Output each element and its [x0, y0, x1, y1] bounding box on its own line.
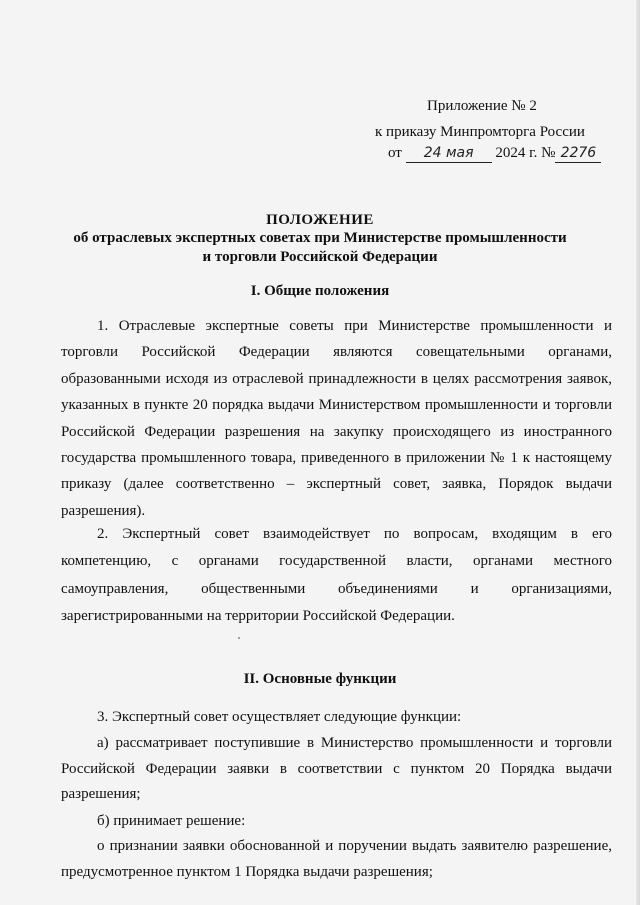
- from-label: от: [388, 145, 402, 161]
- handwritten-date: 24 мая: [406, 145, 492, 163]
- paragraph-4-text: а) рассматривает поступившие в Министерство промышленности и торговли Российской Федерации заявки в соответствии с пунктом 20 Порядка выдачи разрешения;: [61, 735, 612, 802]
- section-heading-functions: II. Основные функции: [243, 671, 397, 687]
- document-subtitle-line1: об отраслевых экспертных советах при Министерстве промышленности: [73, 230, 567, 246]
- attachment-number: Приложение № 2: [427, 98, 537, 114]
- document-subtitle-line2: и торговли Российской Федерации: [202, 249, 438, 265]
- document-title: ПОЛОЖЕНИЕ: [266, 212, 374, 228]
- paragraph-2-text: 2. Экспертный совет взаимодействует по вопросам, входящим в его компетенцию, с органами государственной власти, органами местного самоуправления, общественными объединениями и организациями, зарегистрированными на территории Российской Федерации.: [61, 526, 612, 624]
- paragraph-5: [61, 808, 612, 834]
- handwritten-number: 2276: [555, 145, 601, 163]
- paragraph-6: [61, 834, 612, 885]
- paragraph-1-text: 1. Отраслевые экспертные советы при Министерстве промышленности и торговли Российской Федерации являются совещательными органами, образованными исходя из отраслевой принадлежности в целях рассмотрения заявок, указанных в пункте 20 порядка выдачи Министерством промышленности и торговли Российской Федерации разрешения на закупку происходящего из иностранного государства промышленного товара, приведенного в приложении № 1 к настоящему приказу (далее соответственно – экспертный совет, заявка, Порядок выдачи разрешения).: [61, 318, 612, 519]
- section-heading-general: I. Общие положения: [250, 283, 390, 299]
- paragraph-3-text: 3. Экспертный совет осуществляет следующие функции:: [97, 709, 462, 725]
- year-label: 2024 г. №: [495, 145, 556, 161]
- attachment-date-line: [388, 142, 601, 165]
- scan-speck: [238, 637, 240, 639]
- page-edge: [636, 0, 640, 905]
- paragraph-6-text: о признании заявки обоснованной и поручении выдать заявителю разрешение, предусмотренное пунктом 1 Порядка выдачи разрешения;: [61, 838, 612, 880]
- paragraph-5-text: б) принимает решение:: [97, 813, 246, 829]
- paragraph-1: [61, 313, 612, 524]
- paragraph-4: [61, 731, 612, 808]
- paragraph-3: [61, 704, 612, 730]
- attachment-order-ref: к приказу Минпромторга России: [375, 124, 585, 140]
- paragraph-2: [61, 521, 612, 630]
